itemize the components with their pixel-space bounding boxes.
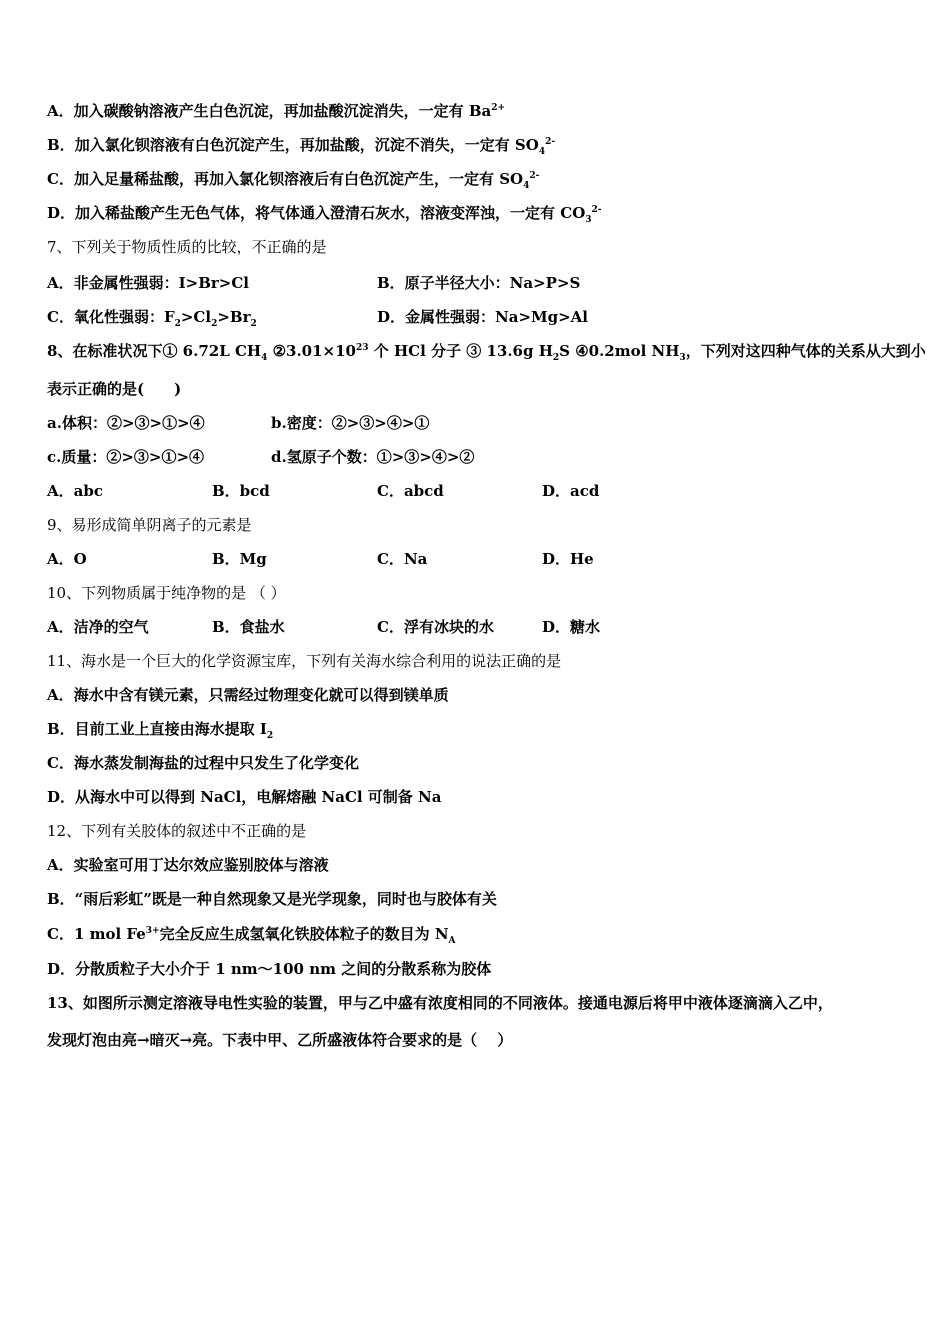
subscript: 4 [538, 147, 546, 157]
q9-option-a: A．O [47, 550, 87, 568]
q11-stem: 11、海水是一个巨大的化学资源宝库，下列有关海水综合利用的说法正确的是 [47, 652, 562, 670]
q8-option-c: C．abcd [377, 482, 444, 500]
q8-item-d: d.氢原子个数：①>③>④>② [271, 448, 475, 466]
q11-option-c: C．海水蒸发制海盐的过程中只发生了化学变化 [47, 754, 359, 772]
q8-option-b: B．bcd [212, 482, 270, 500]
option-label: A． [47, 102, 74, 120]
q12-option-b: B．“雨后彩虹”既是一种自然现象又是光学现象，同时也与胶体有关 [47, 890, 497, 908]
formula: Ba [468, 102, 492, 120]
q12-option-c [47, 924, 456, 944]
formula: SO [514, 136, 539, 154]
charge: 3+ [145, 926, 160, 936]
q10-option-a: A．洁净的空气 [47, 618, 149, 636]
option-label: B． [47, 136, 75, 154]
superscript: 23 [356, 343, 369, 353]
q7-option-c [47, 307, 257, 327]
option-text: 加入足量稀盐酸，再加入氯化钡溶液后有白色沉淀产生，一定有 [73, 170, 500, 188]
q8-stem-line2: 表示正确的是( ) [47, 380, 182, 398]
formula: SO [499, 170, 524, 188]
option-text: 加入碳酸钠溶液产生白色沉淀，再加盐酸沉淀消失，一定有 [73, 102, 469, 120]
q13-stem-line2: 发现灯泡由亮→暗灭→亮。下表中甲、乙所盛液体符合要求的是（ ） [47, 1031, 513, 1049]
text: >Br [217, 308, 251, 326]
text: >Cl [180, 308, 212, 326]
q8-item-b: b.密度：②>③>④>① [271, 414, 430, 432]
q9-stem: 9、易形成简单阴离子的元素是 [47, 516, 252, 534]
q6-option-d [47, 203, 602, 223]
text: S ④0.2mol NH [559, 342, 680, 360]
q8-option-a: A．abc [47, 482, 103, 500]
option-text: 加入稀盐酸产生无色气体，将气体通入澄清石灰水，溶液变浑浊，一定有 [75, 204, 561, 222]
q10-option-b: B．食盐水 [212, 618, 285, 636]
q6-option-c [47, 169, 539, 189]
charge: 2+ [491, 103, 506, 113]
subscript: 2 [211, 319, 218, 329]
subscript: A [448, 936, 456, 946]
q10-option-d: D．糖水 [542, 618, 601, 636]
q7-option-a: A．非金属性强弱：I>Br>Cl [47, 274, 250, 292]
q6-option-b [47, 135, 555, 155]
subscript: 2 [250, 319, 257, 329]
q10-stem: 10、下列物质属于纯净物的是 （ ） [47, 584, 286, 602]
q11-option-b [47, 719, 273, 739]
charge: 2- [529, 171, 540, 181]
text: 个 HCl 分子 ③ 13.6g H [368, 342, 553, 360]
subscript: 2 [174, 319, 181, 329]
text: ②3.01×10 [267, 342, 356, 360]
q12-stem: 12、下列有关胶体的叙述中不正确的是 [47, 822, 307, 840]
subscript: 3 [679, 353, 686, 363]
q13-stem-line1: 13、如图所示测定溶液导电性实验的装置，甲与乙中盛有浓度相同的不同液体。接通电源后将甲中液体逐滴滴入乙中， [47, 994, 833, 1012]
q10-option-c: C．浮有冰块的水 [377, 618, 494, 636]
q12-option-d: D．分散质粒子大小介于 1 nm～100 nm 之间的分散系称为胶体 [47, 960, 492, 978]
text: C．1 mol Fe [47, 925, 146, 943]
option-label: D． [47, 204, 76, 222]
q6-option-a [47, 101, 505, 121]
text: B．目前工业上直接由海水提取 I [47, 720, 267, 738]
q11-option-a: A．海水中含有镁元素，只需经过物理变化就可以得到镁单质 [47, 686, 449, 704]
q9-option-d: D．He [542, 550, 594, 568]
q8-item-a: a.体积：②>③>①>④ [47, 414, 205, 432]
q8-item-c: c.质量：②>③>①>④ [47, 448, 205, 466]
option-label: C． [47, 170, 74, 188]
subscript: 2 [266, 731, 274, 741]
text: C．氧化性强弱：F [47, 308, 175, 326]
subscript: 4 [523, 181, 530, 191]
formula: CO [560, 204, 586, 222]
q7-option-d: D．金属性强弱：Na>Mg>Al [377, 308, 589, 326]
text: 8、在标准状况下① 6.72L CH [47, 342, 262, 360]
q7-stem: 7、下列关于物质性质的比较，不正确的是 [47, 238, 327, 256]
text: ，下列对这四种气体的关系从大到小 [685, 342, 926, 360]
q9-option-b: B．Mg [212, 550, 267, 568]
q8-stem-line1 [47, 341, 926, 361]
q7-option-b: B．原子半径大小：Na>P>S [377, 274, 581, 292]
subscript: 2 [552, 353, 560, 363]
charge: 2- [545, 137, 556, 147]
subscript: 4 [261, 353, 268, 363]
q9-option-c: C．Na [377, 550, 428, 568]
q12-option-a: A．实验室可用丁达尔效应鉴别胶体与溶液 [47, 856, 329, 874]
q8-option-d: D．acd [542, 482, 600, 500]
option-text: 加入氯化钡溶液有白色沉淀产生，再加盐酸，沉淀不消失，一定有 [74, 136, 515, 154]
q11-option-d: D．从海水中可以得到 NaCl，电解熔融 NaCl 可制备 Na [47, 788, 442, 806]
subscript: 3 [585, 215, 592, 225]
text: 完全反应生成氢氧化铁胶体粒子的数目为 N [159, 925, 449, 943]
charge: 2- [591, 205, 602, 215]
